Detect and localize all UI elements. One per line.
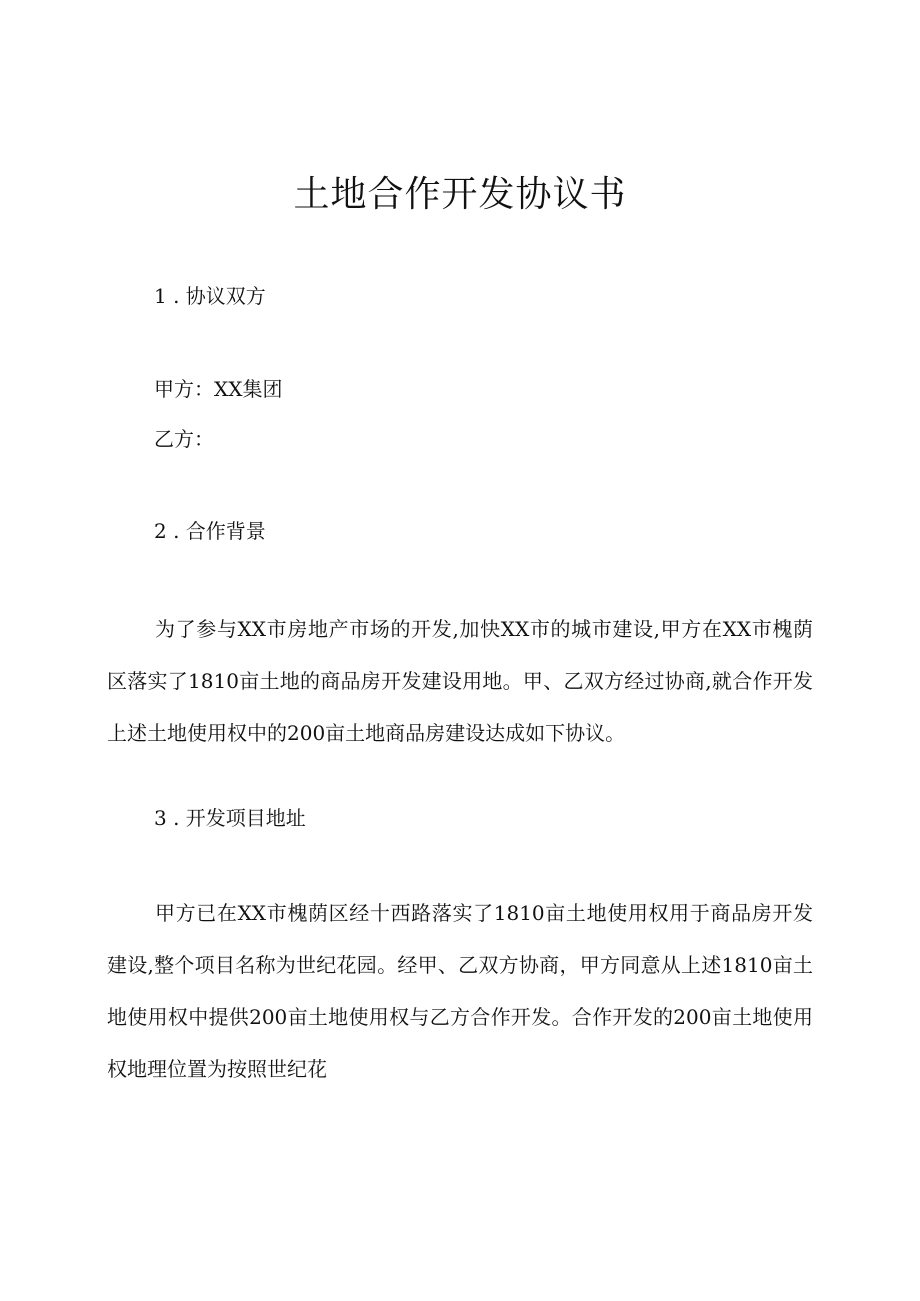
- party-a-line: 甲方：XX集团: [154, 377, 283, 401]
- section-2-paragraph: 为了参与XX市房地产市场的开发,加快XX市的城市建设,甲方在XX市槐荫区落实了1810亩土地的商品房开发建设用地。甲、乙双方经过协商,就合作开发上述土地使用权中的200亩土地商品房建设达成如下协议。: [107, 617, 813, 745]
- section-3-heading: 3 . 开发项目地址: [154, 806, 306, 830]
- party-b-line: 乙方：: [154, 427, 214, 451]
- document-title: 土地合作开发协议书: [293, 174, 627, 215]
- section-3-paragraph: 甲方已在XX市槐荫区经十西路落实了1810亩土地使用权用于商品房开发建设,整个项目名称为世纪花园。经甲、乙双方协商，甲方同意从上述1810亩土地使用权中提供200亩土地使用权与乙方合作开发。合作开发的200亩土地使用权地理位置为按照世纪花: [107, 901, 813, 1081]
- section-2-heading: 2 . 合作背景: [154, 519, 266, 543]
- section-1-heading: 1 . 协议双方: [154, 284, 266, 308]
